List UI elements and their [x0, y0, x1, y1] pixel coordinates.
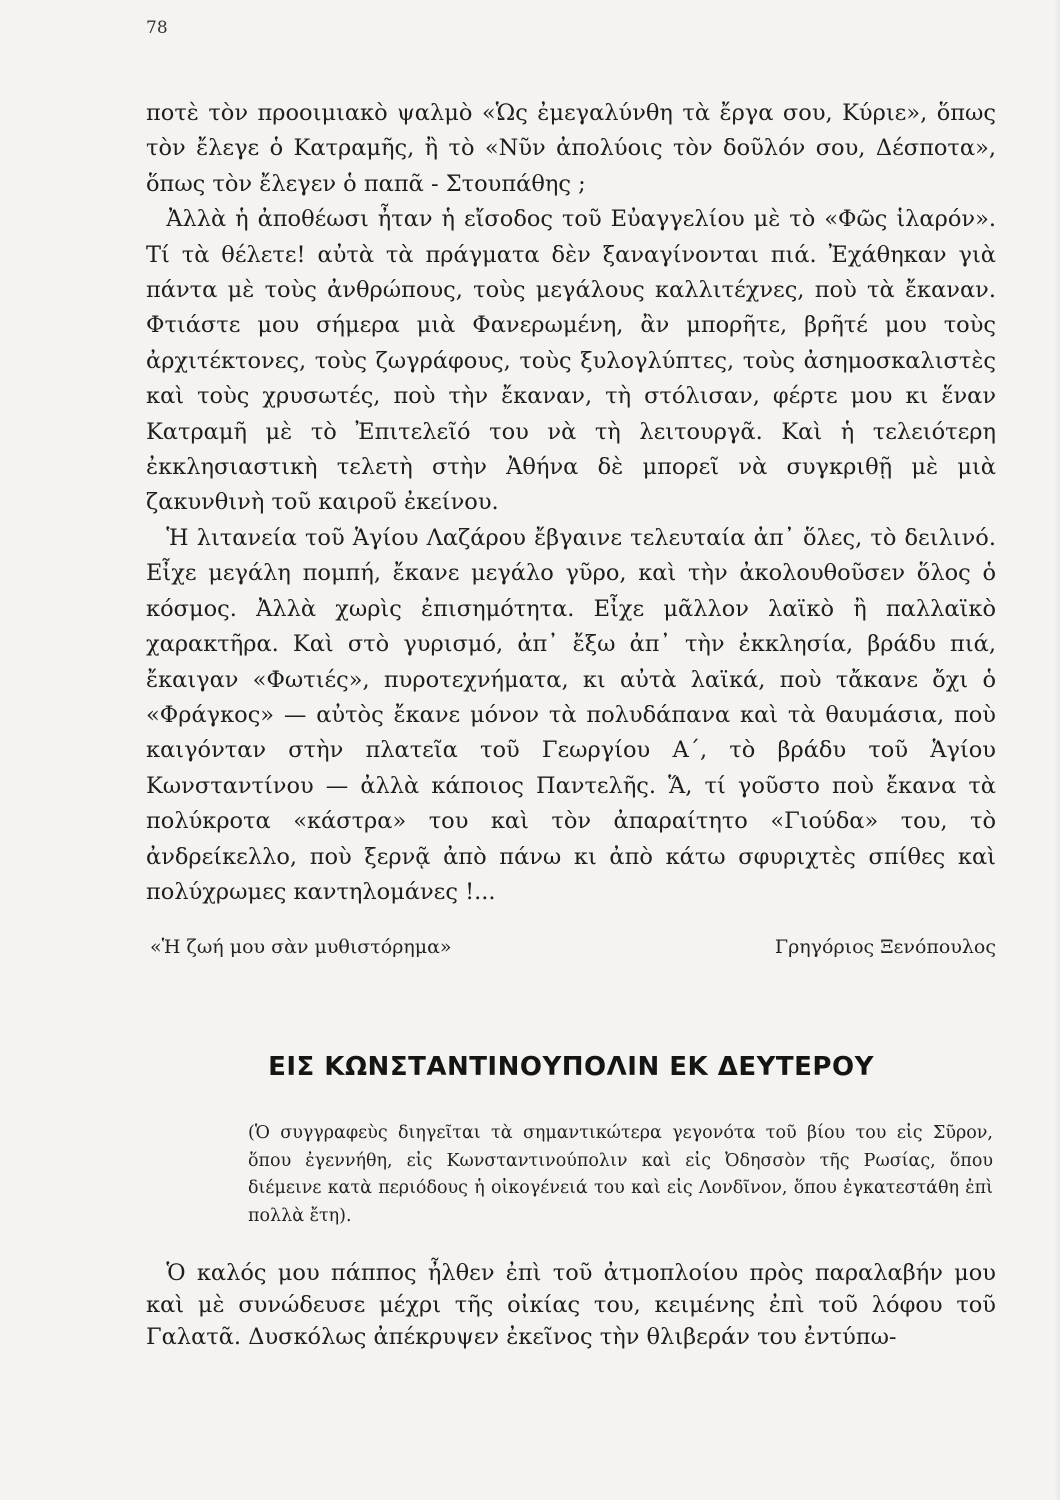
body-text	[146, 96, 996, 910]
section-summary: (Ὁ συγγραφεὺς διηγεῖται τὰ σημαντικώτερα γεγονότα τοῦ βίου του εἰς Σῦρον, ὅπου ἐγεννήθη, εἰς Κωνσταντινούπολιν καὶ εἰς Ὀδησσὸν τῆς Ρωσίας, ὅπου διέμεινε κατὰ περιόδους ἡ οἰκογένειά του καὶ εἰς Λονδῖνον, ὅπου ἐγκατεστάθη ἐπὶ πολλὰ ἔτη).	[248, 1123, 993, 1226]
author-name: Γρηγόριος Ξενόπουλος	[774, 936, 996, 958]
source-title: «Ἡ ζωή μου σὰν μυθιστόρημα»	[150, 936, 452, 958]
quote-attribution	[148, 936, 996, 958]
chapter-text	[146, 1257, 996, 1353]
page-number: 78	[146, 18, 168, 38]
page-edge-shadow	[1054, 0, 1060, 1500]
paragraph-psalm: ποτὲ τὸν προοιμιακὸ ψαλμὸ «Ὡς ἐμεγαλύνθη τὰ ἔργα σου, Κύριε», ὅπως τὸν ἔλεγε ὁ Κατραμῆς, ἢ τὸ «Νῦν ἀπολύοις τὸν δοῦλόν σου, Δέσποτα», ὅπως τὸν ἔλεγεν ὁ παπᾶ - Στουπάθης ;	[146, 100, 996, 197]
paragraph-opening: Ὁ καλός μου πάππος ἦλθεν ἐπὶ τοῦ ἀτμοπλοίου πρὸς παραλαβήν μου καὶ μὲ συνώδευσε μέχρι τῆς οἰκίας του, κειμένης ἐπὶ τοῦ λόφου τοῦ Γαλατᾶ. Δυσκόλως ἀπέκρυψεν ἐκεῖνος τὴν θλιβεράν του ἐντύπω-	[146, 1260, 996, 1350]
section-heading: ΕΙΣ ΚΩΝΣΤΑΝΤΙΝΟΥΠΟΛΙΝ ΕΚ ΔΕΥΤΕΡΟΥ	[268, 1052, 874, 1082]
paragraph-apotheosis: Ἀλλὰ ἡ ἀποθέωσι ἦταν ἡ εἴσοδος τοῦ Εὐαγγελίου μὲ τὸ «Φῶς ἱλαρόν». Τί τὰ θέλετε! αὐτὰ τὰ πράγματα δὲν ξαναγίνονται πιά. Ἐχάθηκαν γιὰ πάντα μὲ τοὺς ἀνθρώπους, τοὺς μεγάλους καλλιτέχνες, ποὺ τὰ ἔκαναν. Φτιάστε μου σήμερα μιὰ Φανερωμένη, ἂν μπορῆτε, βρῆτέ μου τοὺς ἀρχιτέκτονες, τοὺς ζωγράφους, τοὺς ξυλογλύπτες, τοὺς ἀσημοσκαλιστὲς καὶ τοὺς χρυσωτές, ποὺ τὴν ἔκαναν, τὴ στόλισαν, φέρτε μου κι ἕναν Κατραμῆ μὲ τὸ Ἐπιτελεῖό του νὰ τὴ λειτουργᾶ. Καὶ ἡ τελειότερη ἐκκλησιαστικὴ τελετὴ στὴν Ἀθήνα δὲ μπορεῖ νὰ συγκριθῇ μὲ μιὰ ζακυνθινὴ τοῦ καιροῦ ἐκείνου.	[146, 206, 996, 516]
paragraph-litany: Ἡ λιτανεία τοῦ Ἁγίου Λαζάρου ἔβγαινε τελευταία ἀπ᾿ ὅλες, τὸ δειλινό. Εἶχε μεγάλη πομπή, ἔκανε μεγάλο γῦρο, καὶ τὴν ἀκολουθοῦσεν ὅλος ὁ κόσμος. Ἀλλὰ χωρὶς ἐπισημότητα. Εἶχε μᾶλλον λαϊκὸ ἢ παλλαϊκὸ χαρακτῆρα. Καὶ στὸ γυρισμό, ἀπ᾿ ἔξω ἀπ᾿ τὴν ἐκκλησία, βράδυ πιά, ἔκαιγαν «Φωτιές», πυροτεχνήματα, κι αὐτὰ λαϊκά, ποὺ τἄκανε ὄχι ὁ «Φράγκος» — αὐτὸς ἔκανε μόνον τὰ πολυδάπανα καὶ τὰ θαυμάσια, ποὺ καιγόνταν στὴν πλατεῖα τοῦ Γεωργίου Α΄, τὸ βράδυ τοῦ Ἁγίου Κωνσταντίνου — ἀλλὰ κάποιος Παντελῆς. Ἅ, τί γοῦστο ποὺ ἔκανα τὰ πολύκροτα «κάστρα» του καὶ τὸν ἀπαραίτητο «Γιούδα» του, τὸ ἀνδρείκελλο, ποὺ ξερνᾷ ἀπὸ πάνω κι ἀπὸ κάτω σφυριχτὲς σπίθες καὶ πολύχρωμες καντηλομάνες !...	[146, 524, 996, 905]
